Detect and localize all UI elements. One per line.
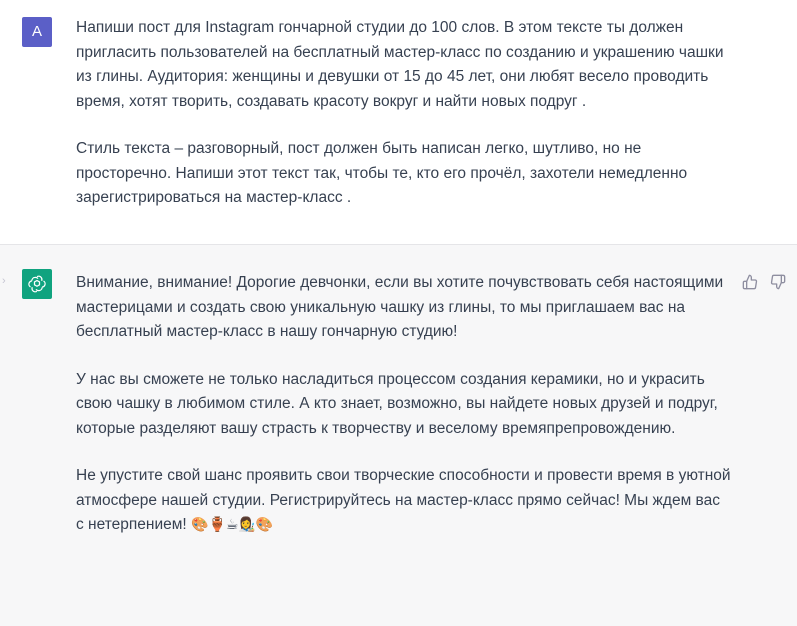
- user-paragraph: Напиши пост для Instagram гончарной студии до 100 слов. В этом тексте ты должен пригласить пользователей на бесплатный мастер-класс по созданию и украшению чашки из глины. Аудитория: женщины и девушки от 15 до 45 лет, они любят весело проводить время, хотят творить, создавать красоту вокруг и найти новых подруг .: [76, 19, 724, 110]
- thumbs-up-icon: [742, 274, 758, 290]
- user-message-text: [76, 16, 731, 234]
- assistant-paragraph-text: Не упустите свой шанс проявить свои творческие способности и провести время в уютной атмосфере нашей студии. Регистрируйтесь на мастер-класс прямо сейчас! Мы ждем вас с нетерпением!: [76, 467, 731, 533]
- assistant-paragraph: У нас вы сможете не только насладиться процессом создания керамики, но и украсить свою чашку в любимом стиле. А кто знает, возможно, вы найдете новых друзей и подруг, которые разделяют вашу страсть к творчеству и веселому времяпрепровождению.: [76, 370, 718, 437]
- openai-logo-icon: [22, 269, 52, 299]
- thumbs-down-icon: [770, 274, 786, 290]
- emoji-sequence: 🎨🏺☕👩‍🎨🎨: [191, 517, 274, 533]
- user-avatar: A: [22, 17, 52, 47]
- assistant-paragraph: Внимание, внимание! Дорогие девчонки, если вы хотите почувствовать себя настоящими мастерицами и создать свою уникальную чашку из глины, то мы приглашаем вас на бесплатный мастер-класс в нашу гончарную студию!: [76, 274, 724, 340]
- thumbs-up-button[interactable]: [741, 273, 759, 291]
- assistant-paragraph: [76, 464, 731, 538]
- assistant-message-text: [76, 271, 731, 561]
- chevron-right-icon: ›: [2, 275, 6, 287]
- user-message: [0, 0, 797, 245]
- assistant-message: [0, 245, 797, 626]
- user-paragraph: Стиль текста – разговорный, пост должен быть написан легко, шутливо, но не просторечно. Напиши этот текст так, чтобы те, кто его прочёл, захотели немедленно зарегистрироваться на мастер-класс .: [76, 140, 688, 206]
- thumbs-down-button[interactable]: [769, 273, 787, 291]
- feedback-buttons: [741, 273, 787, 291]
